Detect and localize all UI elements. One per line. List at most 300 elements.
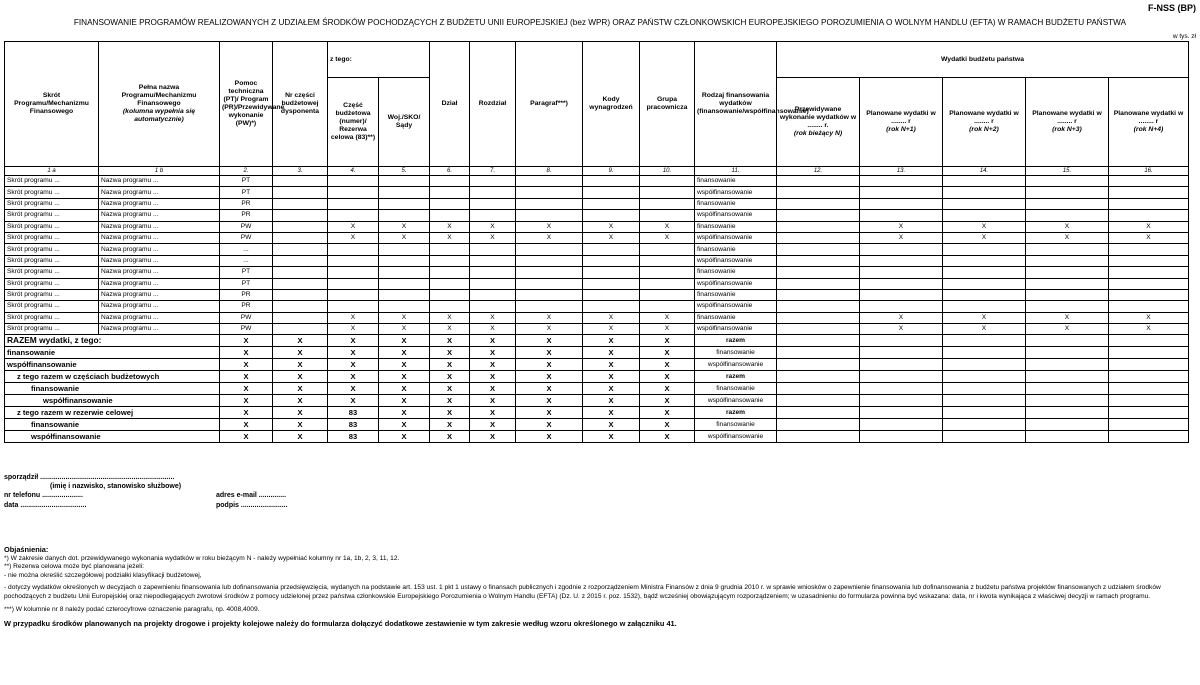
table-cell[interactable]: [640, 176, 695, 187]
table-cell[interactable]: [430, 187, 470, 198]
table-cell[interactable]: [430, 198, 470, 209]
summary-cell: [860, 431, 943, 443]
table-cell[interactable]: PR: [220, 210, 273, 221]
table-cell[interactable]: [943, 198, 1026, 209]
table-cell[interactable]: Nazwa programu ...: [99, 289, 220, 300]
table-cell[interactable]: [777, 289, 860, 300]
table-cell[interactable]: X: [470, 221, 516, 232]
table-cell[interactable]: X: [1026, 312, 1109, 323]
table-cell[interactable]: [1026, 176, 1109, 187]
table-cell[interactable]: Nazwa programu ...: [99, 278, 220, 289]
table-cell[interactable]: [943, 210, 1026, 221]
table-cell[interactable]: [943, 289, 1026, 300]
table-cell[interactable]: [777, 176, 860, 187]
summary-cell: [1109, 419, 1189, 431]
table-cell[interactable]: [516, 289, 583, 300]
table-cell[interactable]: [943, 278, 1026, 289]
table-cell[interactable]: [943, 267, 1026, 278]
table-cell[interactable]: PW: [220, 324, 273, 335]
table-cell[interactable]: [470, 244, 516, 255]
table-cell[interactable]: Nazwa programu ...: [99, 324, 220, 335]
table-cell[interactable]: X: [516, 232, 583, 243]
summary-cell: [943, 371, 1026, 383]
table-cell[interactable]: [379, 278, 430, 289]
table-cell[interactable]: X: [430, 232, 470, 243]
table-cell[interactable]: Skrót programu ...: [5, 244, 99, 255]
table-cell[interactable]: [516, 176, 583, 187]
table-cell[interactable]: [943, 244, 1026, 255]
table-cell[interactable]: [583, 267, 640, 278]
table-cell[interactable]: współfinansowanie: [695, 210, 777, 221]
table-cell[interactable]: X: [640, 221, 695, 232]
table-cell[interactable]: X: [640, 312, 695, 323]
table-cell[interactable]: [273, 289, 328, 300]
table-cell[interactable]: [640, 289, 695, 300]
table-cell[interactable]: X: [1109, 312, 1189, 323]
table-cell[interactable]: Skrót programu ...: [5, 176, 99, 187]
summary-cell: X: [220, 419, 273, 431]
summary-kind: razem: [695, 407, 777, 419]
table-cell[interactable]: X: [379, 221, 430, 232]
table-cell[interactable]: [516, 278, 583, 289]
table-cell[interactable]: [777, 267, 860, 278]
summary-cell: [777, 371, 860, 383]
summary-cell: X: [640, 371, 695, 383]
table-cell[interactable]: Nazwa programu ...: [99, 255, 220, 266]
table-cell[interactable]: Nazwa programu ...: [99, 187, 220, 198]
table-cell[interactable]: [470, 289, 516, 300]
table-cell[interactable]: X: [943, 324, 1026, 335]
table-cell[interactable]: [1109, 278, 1189, 289]
table-cell[interactable]: [640, 301, 695, 312]
table-cell[interactable]: X: [470, 232, 516, 243]
summary-cell: X: [470, 359, 516, 371]
table-cell[interactable]: [777, 210, 860, 221]
table-cell[interactable]: [583, 176, 640, 187]
table-cell[interactable]: [273, 324, 328, 335]
summary-row: [5, 395, 1189, 407]
table-cell[interactable]: [1109, 301, 1189, 312]
table-cell[interactable]: [379, 301, 430, 312]
summary-label: współfinansowanie: [5, 431, 220, 443]
table-cell[interactable]: X: [328, 221, 379, 232]
table-cell[interactable]: ...: [220, 255, 273, 266]
table-cell[interactable]: X: [430, 312, 470, 323]
table-cell[interactable]: [328, 255, 379, 266]
table-cell[interactable]: [777, 198, 860, 209]
table-cell[interactable]: [470, 210, 516, 221]
table-cell[interactable]: [860, 301, 943, 312]
table-cell[interactable]: [860, 198, 943, 209]
column-number: 4.: [328, 167, 379, 176]
table-cell[interactable]: [777, 221, 860, 232]
table-cell[interactable]: X: [943, 232, 1026, 243]
table-cell[interactable]: [1026, 289, 1109, 300]
table-row: [5, 312, 1189, 323]
table-cell[interactable]: [273, 312, 328, 323]
table-cell[interactable]: współfinansowanie: [695, 232, 777, 243]
table-row: [5, 301, 1189, 312]
table-cell[interactable]: X: [516, 312, 583, 323]
table-cell[interactable]: [860, 278, 943, 289]
table-cell[interactable]: Nazwa programu ...: [99, 301, 220, 312]
table-cell[interactable]: [379, 255, 430, 266]
table-cell[interactable]: [1109, 198, 1189, 209]
table-cell[interactable]: [640, 255, 695, 266]
table-cell[interactable]: X: [860, 221, 943, 232]
table-cell[interactable]: [430, 289, 470, 300]
table-cell[interactable]: X: [470, 324, 516, 335]
table-cell[interactable]: [516, 198, 583, 209]
table-cell[interactable]: PR: [220, 301, 273, 312]
summary-cell: X: [273, 335, 328, 347]
table-cell[interactable]: [1026, 244, 1109, 255]
summary-cell: X: [516, 407, 583, 419]
table-cell[interactable]: X: [1026, 324, 1109, 335]
table-cell[interactable]: X: [860, 232, 943, 243]
table-cell[interactable]: [273, 198, 328, 209]
table-cell[interactable]: [430, 267, 470, 278]
table-row: [5, 221, 1189, 232]
table-cell[interactable]: Skrót programu ...: [5, 267, 99, 278]
table-cell[interactable]: [430, 210, 470, 221]
table-cell[interactable]: PR: [220, 289, 273, 300]
table-cell[interactable]: [640, 198, 695, 209]
table-cell[interactable]: finansowanie: [695, 267, 777, 278]
table-cell[interactable]: PW: [220, 221, 273, 232]
summary-row: [5, 431, 1189, 443]
table-cell[interactable]: [273, 232, 328, 243]
table-cell[interactable]: X: [943, 221, 1026, 232]
table-cell[interactable]: [1109, 176, 1189, 187]
table-cell[interactable]: X: [516, 221, 583, 232]
table-cell[interactable]: [430, 255, 470, 266]
table-cell[interactable]: [777, 187, 860, 198]
header-woj: Woj./SKO/ Sądy: [379, 78, 430, 167]
table-cell[interactable]: [470, 187, 516, 198]
table-cell[interactable]: [516, 244, 583, 255]
table-cell[interactable]: [430, 278, 470, 289]
final-note: W przypadku środków planowanych na projekty drogowe i projekty kolejowe należy do formularza dołączyć dodatkowe zestawienie w tym zakresie według wzoru określonego w załączniku 41.: [4, 619, 677, 629]
summary-cell: X: [379, 419, 430, 431]
column-number: 7.: [470, 167, 516, 176]
summary-cell: [1026, 371, 1109, 383]
table-cell[interactable]: [777, 244, 860, 255]
table-cell[interactable]: [379, 244, 430, 255]
table-cell[interactable]: [1109, 289, 1189, 300]
table-cell[interactable]: [1026, 278, 1109, 289]
summary-cell: X: [328, 335, 379, 347]
table-cell[interactable]: X: [430, 324, 470, 335]
table-cell[interactable]: X: [379, 312, 430, 323]
table-cell[interactable]: Skrót programu ...: [5, 232, 99, 243]
table-cell[interactable]: Nazwa programu ...: [99, 221, 220, 232]
table-cell[interactable]: Nazwa programu ...: [99, 210, 220, 221]
summary-cell: [860, 335, 943, 347]
summary-cell: [777, 419, 860, 431]
table-cell[interactable]: [430, 176, 470, 187]
table-cell[interactable]: Skrót programu ...: [5, 324, 99, 335]
table-cell[interactable]: [328, 267, 379, 278]
summary-cell: X: [430, 371, 470, 383]
summary-cell: X: [430, 359, 470, 371]
table-cell[interactable]: X: [1026, 232, 1109, 243]
table-cell[interactable]: [1109, 187, 1189, 198]
table-cell[interactable]: [430, 301, 470, 312]
table-cell[interactable]: współfinansowanie: [695, 187, 777, 198]
table-cell[interactable]: PT: [220, 267, 273, 278]
table-cell[interactable]: finansowanie: [695, 176, 777, 187]
table-cell[interactable]: [470, 278, 516, 289]
table-cell[interactable]: [273, 176, 328, 187]
column-number: 5.: [379, 167, 430, 176]
table-cell[interactable]: [860, 187, 943, 198]
table-cell[interactable]: [470, 255, 516, 266]
table-cell[interactable]: [583, 198, 640, 209]
table-cell[interactable]: X: [1109, 221, 1189, 232]
table-cell[interactable]: [777, 232, 860, 243]
table-cell[interactable]: PW: [220, 232, 273, 243]
table-cell[interactable]: [328, 244, 379, 255]
table-cell[interactable]: Skrót programu ...: [5, 301, 99, 312]
table-cell[interactable]: Nazwa programu ...: [99, 267, 220, 278]
table-cell[interactable]: [273, 255, 328, 266]
table-cell[interactable]: [943, 301, 1026, 312]
table-cell[interactable]: Nazwa programu ...: [99, 244, 220, 255]
table-cell[interactable]: [273, 267, 328, 278]
table-cell[interactable]: ...: [220, 244, 273, 255]
summary-cell: X: [273, 371, 328, 383]
table-cell[interactable]: [860, 176, 943, 187]
table-cell[interactable]: [516, 301, 583, 312]
table-cell[interactable]: [583, 187, 640, 198]
table-cell[interactable]: finansowanie: [695, 198, 777, 209]
table-cell[interactable]: współfinansowanie: [695, 278, 777, 289]
table-cell[interactable]: Skrót programu ...: [5, 289, 99, 300]
table-cell[interactable]: [583, 210, 640, 221]
table-cell[interactable]: [470, 301, 516, 312]
table-cell[interactable]: [328, 187, 379, 198]
table-cell[interactable]: X: [328, 312, 379, 323]
table-cell[interactable]: [777, 312, 860, 323]
table-cell[interactable]: [860, 244, 943, 255]
summary-cell: X: [273, 407, 328, 419]
summary-cell: [1026, 347, 1109, 359]
table-cell[interactable]: [328, 210, 379, 221]
table-cell[interactable]: [273, 210, 328, 221]
summary-cell: [1109, 347, 1189, 359]
summary-cell: [777, 359, 860, 371]
table-cell[interactable]: [328, 198, 379, 209]
table-cell[interactable]: X: [1026, 221, 1109, 232]
table-cell[interactable]: [1109, 244, 1189, 255]
table-cell[interactable]: [1109, 267, 1189, 278]
table-cell[interactable]: Skrót programu ...: [5, 221, 99, 232]
table-cell[interactable]: [583, 301, 640, 312]
table-cell[interactable]: PR: [220, 198, 273, 209]
table-cell[interactable]: [379, 210, 430, 221]
table-cell[interactable]: finansowanie: [695, 221, 777, 232]
summary-cell: X: [583, 395, 640, 407]
table-cell[interactable]: [379, 289, 430, 300]
summary-cell: X: [583, 335, 640, 347]
table-cell[interactable]: X: [328, 232, 379, 243]
table-cell[interactable]: Nazwa programu ...: [99, 198, 220, 209]
summary-cell: X: [470, 335, 516, 347]
table-cell[interactable]: [430, 244, 470, 255]
table-cell[interactable]: [943, 187, 1026, 198]
table-cell[interactable]: X: [640, 324, 695, 335]
table-cell[interactable]: [273, 221, 328, 232]
column-number: 3.: [273, 167, 328, 176]
table-cell[interactable]: X: [640, 232, 695, 243]
summary-cell: X: [516, 431, 583, 443]
table-cell[interactable]: PT: [220, 187, 273, 198]
table-cell[interactable]: X: [583, 312, 640, 323]
table-cell[interactable]: [640, 278, 695, 289]
table-cell[interactable]: [1026, 267, 1109, 278]
table-cell[interactable]: [583, 278, 640, 289]
table-cell[interactable]: X: [430, 221, 470, 232]
table-cell[interactable]: Skrót programu ...: [5, 278, 99, 289]
table-cell[interactable]: PT: [220, 278, 273, 289]
table-cell[interactable]: [379, 187, 430, 198]
table-cell[interactable]: Skrót programu ...: [5, 210, 99, 221]
column-number: 13.: [860, 167, 943, 176]
table-cell[interactable]: [1026, 198, 1109, 209]
summary-row: [5, 359, 1189, 371]
header-przewidywane: Przewidywane wykonanie wydatków w ........ r. (rok bieżący N): [777, 78, 860, 167]
table-cell[interactable]: X: [379, 324, 430, 335]
table-cell[interactable]: Skrót programu ...: [5, 187, 99, 198]
table-cell[interactable]: [273, 301, 328, 312]
table-cell[interactable]: [516, 255, 583, 266]
table-cell[interactable]: [1026, 255, 1109, 266]
summary-cell: X: [583, 371, 640, 383]
table-cell[interactable]: X: [1109, 232, 1189, 243]
table-cell[interactable]: [1109, 255, 1189, 266]
summary-cell: [1026, 359, 1109, 371]
table-cell[interactable]: [777, 301, 860, 312]
table-cell[interactable]: Nazwa programu ...: [99, 232, 220, 243]
summary-cell: X: [220, 335, 273, 347]
table-cell[interactable]: [860, 210, 943, 221]
table-cell[interactable]: [379, 198, 430, 209]
table-cell[interactable]: [470, 176, 516, 187]
table-cell[interactable]: [860, 255, 943, 266]
table-cell[interactable]: [328, 176, 379, 187]
table-cell[interactable]: PT: [220, 176, 273, 187]
table-cell[interactable]: Nazwa programu ...: [99, 312, 220, 323]
table-cell[interactable]: Skrót programu ...: [5, 198, 99, 209]
table-cell[interactable]: X: [516, 324, 583, 335]
table-cell[interactable]: Nazwa programu ...: [99, 176, 220, 187]
table-cell[interactable]: [583, 255, 640, 266]
column-number: 1 a: [5, 167, 99, 176]
table-cell[interactable]: X: [860, 312, 943, 323]
table-cell[interactable]: [1109, 210, 1189, 221]
table-cell[interactable]: [640, 210, 695, 221]
summary-cell: X: [430, 395, 470, 407]
table-cell[interactable]: finansowanie: [695, 312, 777, 323]
table-cell[interactable]: [273, 278, 328, 289]
column-number: 9.: [583, 167, 640, 176]
table-cell[interactable]: [379, 267, 430, 278]
table-cell[interactable]: [328, 278, 379, 289]
table-cell[interactable]: [640, 244, 695, 255]
table-cell[interactable]: X: [583, 221, 640, 232]
table-cell[interactable]: [943, 176, 1026, 187]
table-cell[interactable]: Skrót programu ...: [5, 312, 99, 323]
date-sign-line: [4, 501, 288, 510]
table-cell[interactable]: [777, 324, 860, 335]
table-cell[interactable]: X: [583, 232, 640, 243]
table-cell[interactable]: [640, 187, 695, 198]
summary-kind: finansowanie: [695, 383, 777, 395]
summary-cell: X: [583, 431, 640, 443]
table-cell[interactable]: współfinansowanie: [695, 324, 777, 335]
header-plan-n1: Planowane wydatki w ........ r (rok N+1): [860, 78, 943, 167]
table-cell[interactable]: [328, 289, 379, 300]
table-cell[interactable]: [328, 301, 379, 312]
table-cell[interactable]: [777, 255, 860, 266]
table-cell[interactable]: [943, 255, 1026, 266]
summary-cell: X: [328, 359, 379, 371]
summary-cell: X: [640, 395, 695, 407]
table-cell[interactable]: X: [943, 312, 1026, 323]
table-row: [5, 289, 1189, 300]
table-cell[interactable]: [516, 267, 583, 278]
table-cell[interactable]: [379, 176, 430, 187]
table-cell[interactable]: [273, 244, 328, 255]
summary-cell: [1026, 431, 1109, 443]
table-cell[interactable]: [640, 267, 695, 278]
table-cell[interactable]: PW: [220, 312, 273, 323]
table-cell[interactable]: [583, 244, 640, 255]
table-cell[interactable]: X: [379, 232, 430, 243]
table-cell[interactable]: [583, 289, 640, 300]
table-cell[interactable]: X: [583, 324, 640, 335]
table-cell[interactable]: X: [470, 312, 516, 323]
table-cell[interactable]: współfinansowanie: [695, 301, 777, 312]
table-cell[interactable]: [470, 267, 516, 278]
table-cell[interactable]: X: [860, 324, 943, 335]
column-number: 6.: [430, 167, 470, 176]
table-cell[interactable]: [1026, 187, 1109, 198]
table-cell[interactable]: X: [328, 324, 379, 335]
table-cell[interactable]: [1026, 301, 1109, 312]
table-cell[interactable]: X: [1109, 324, 1189, 335]
table-cell[interactable]: [777, 278, 860, 289]
table-cell[interactable]: [1026, 210, 1109, 221]
table-cell[interactable]: współfinansowanie: [695, 255, 777, 266]
column-number: 16.: [1109, 167, 1189, 176]
summary-cell: [860, 371, 943, 383]
table-cell[interactable]: finansowanie: [695, 244, 777, 255]
table-cell[interactable]: [860, 289, 943, 300]
table-cell[interactable]: [516, 210, 583, 221]
table-cell[interactable]: [470, 198, 516, 209]
table-cell[interactable]: [273, 187, 328, 198]
table-cell[interactable]: [860, 267, 943, 278]
table-cell[interactable]: Skrót programu ...: [5, 255, 99, 266]
summary-cell: [777, 431, 860, 443]
table-cell[interactable]: finansowanie: [695, 289, 777, 300]
header-wydatki: Wydatki budżetu państwa: [777, 42, 1189, 78]
phone-field: nr telefonu .....................: [4, 492, 83, 500]
summary-cell: [1109, 395, 1189, 407]
table-cell[interactable]: [516, 187, 583, 198]
